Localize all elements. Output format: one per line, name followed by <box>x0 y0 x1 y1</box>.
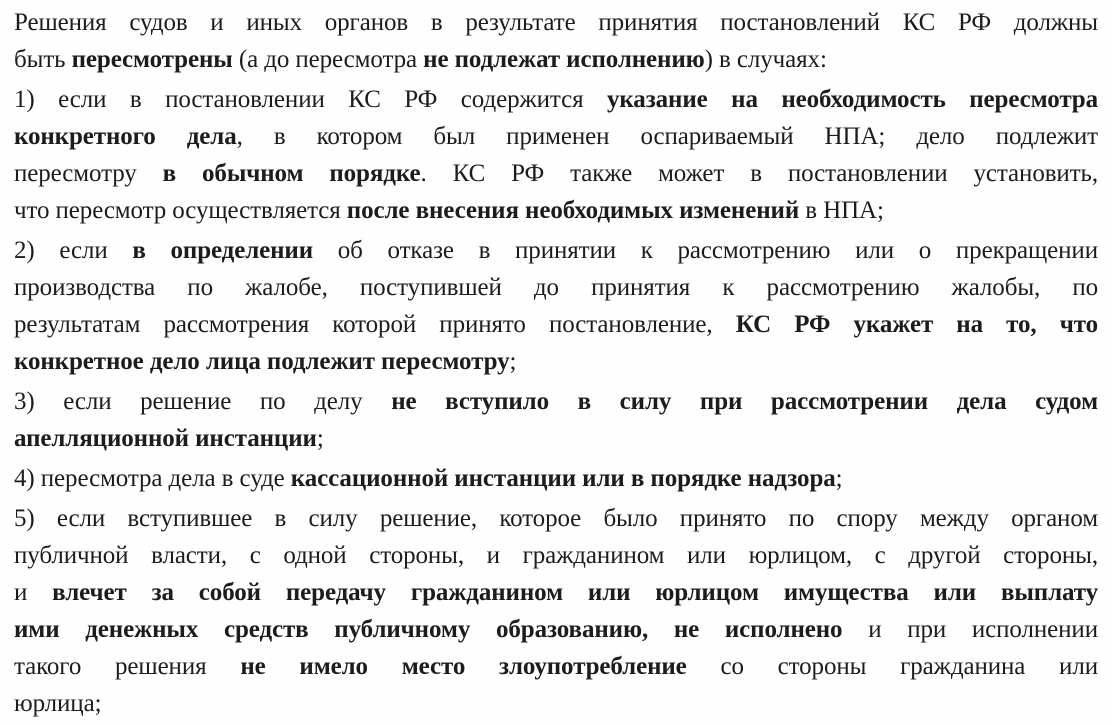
item1-text-h: что пересмотр осуществляется <box>14 197 347 224</box>
item2-line-1 <box>14 232 1098 269</box>
list-item-1 <box>14 81 1098 229</box>
intro-line-2 <box>14 41 1098 78</box>
item5-text-c: и <box>14 579 53 606</box>
item1-text-d: , в котором был применен оспариваемый НПА; дело подлежит <box>236 123 1098 150</box>
item3-text-a: 3) если решение по делу <box>14 388 392 415</box>
item4-text-c: ; <box>835 465 843 492</box>
item5-line-1 <box>14 500 1098 537</box>
intro-text-1: Решения судов и иных органов в результате принятия постановлений КС РФ должны <box>14 9 1098 36</box>
item1-bold-i: после внесения необходимых изменений <box>346 197 800 224</box>
item1-text-g: . КС РФ также может в постановлении установить, <box>420 160 1098 187</box>
item2-line-4 <box>14 343 1098 380</box>
list-item-2 <box>14 232 1098 380</box>
item2-bold-f: КС РФ укажет на то, что <box>735 311 1098 338</box>
list-item-5 <box>14 500 1098 722</box>
item3-line-2 <box>14 420 1098 457</box>
item1-line-4 <box>14 192 1098 229</box>
item2-bold-b: в определении <box>132 237 314 264</box>
list-item-4 <box>14 460 1098 497</box>
intro-paragraph <box>14 4 1098 78</box>
intro-text-3: (а до пересмотра <box>232 46 424 73</box>
item5-line-2 <box>14 537 1098 574</box>
item3-text-d: ; <box>316 425 324 452</box>
item2-text-c: об отказе в принятии к рассмотрению или о прекращении <box>313 237 1098 264</box>
item5-text-f: и при исполнении <box>842 616 1098 643</box>
item5-bold-h: не имело место злоупотребление <box>240 653 687 680</box>
item5-line-6 <box>14 685 1098 722</box>
item1-bold-f: в обычном порядке <box>162 160 421 187</box>
item3-bold-c: апелляционной инстанции <box>14 425 317 452</box>
item5-line-4 <box>14 611 1098 648</box>
item5-text-j: юрлица; <box>14 690 102 717</box>
item1-line-2 <box>14 118 1098 155</box>
item5-bold-d: влечет за собой передачу гражданином или юрлицом имущества или выплату <box>52 579 1098 606</box>
intro-text-4: ) в случаях: <box>704 46 827 73</box>
item2-line-2 <box>14 269 1098 306</box>
intro-line-1 <box>14 4 1098 41</box>
item1-text-a: 1) если в постановлении КС РФ содержится <box>14 86 607 113</box>
item1-bold-c: конкретного дела <box>14 123 237 150</box>
item3-bold-b: не вступило в силу при рассмотрении дела судом <box>391 388 1098 415</box>
item5-line-5 <box>14 648 1098 685</box>
item1-line-3 <box>14 155 1098 192</box>
list-item-3 <box>14 383 1098 457</box>
item1-bold-b: указание на необходимость пересмотра <box>606 86 1099 113</box>
item2-text-d: производства по жалобе, поступившей до принятия к рассмотрению жалобы, по <box>14 274 1098 301</box>
item2-line-3 <box>14 306 1098 343</box>
item5-bold-e: ими денежных средств публичному образованию, не исполнено <box>14 616 843 643</box>
item5-text-g: такого решения <box>14 653 241 680</box>
item5-line-3 <box>14 574 1098 611</box>
item4-text-a: 4) пересмотра дела в суде <box>14 465 291 492</box>
item5-text-a: 5) если вступившее в силу решение, которое было принято по спору между органом <box>14 505 1098 532</box>
intro-text-2: быть <box>14 46 72 73</box>
item3-line-1 <box>14 383 1098 420</box>
item4-line-1 <box>14 460 1098 497</box>
item5-text-b: публичной власти, с одной стороны, и гражданином или юрлицом, с другой стороны, <box>14 542 1098 569</box>
item1-line-1 <box>14 81 1098 118</box>
item1-text-e: пересмотру <box>14 160 163 187</box>
item2-text-a: 2) если <box>14 237 133 264</box>
item2-bold-g: конкретное дело лица подлежит пересмотру <box>14 348 510 375</box>
item5-text-i: со стороны гражданина или <box>686 653 1098 680</box>
item2-text-e: результатам рассмотрения которой принято постановление, <box>14 311 736 338</box>
item1-text-j: в НПА; <box>799 197 884 224</box>
intro-bold-revised: пересмотрены <box>71 46 233 73</box>
intro-bold-not-executed: не подлежат исполнению <box>423 46 705 73</box>
item2-text-h: ; <box>509 348 517 375</box>
item4-bold-b: кассационной инстанции или в порядке надзора <box>290 465 836 492</box>
